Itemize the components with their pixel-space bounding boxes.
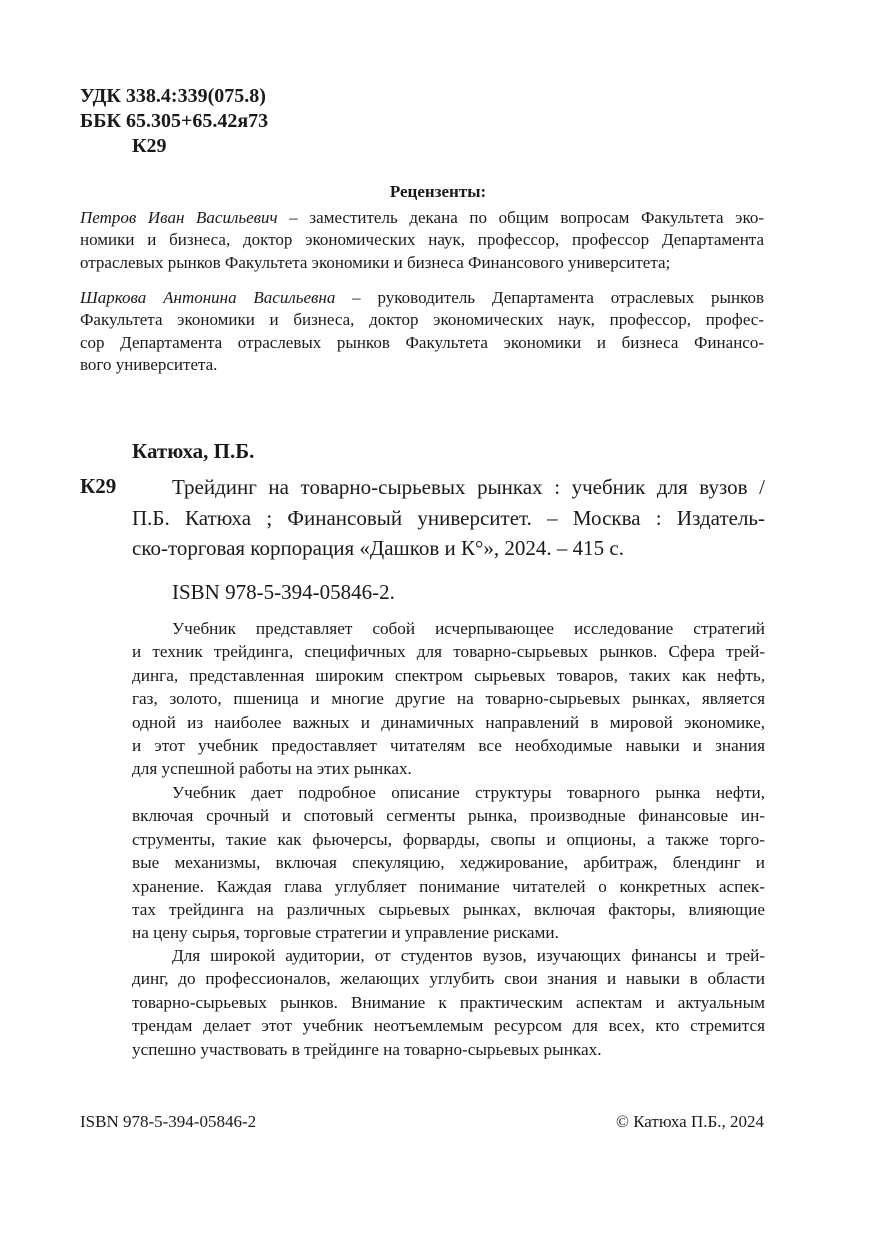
abstract-line: вые механизмы, включая спекуляцию, хеджирование, арбитраж, блендинг и xyxy=(132,853,765,873)
abstract-line: для успешной работы на этих рынках. xyxy=(132,759,412,779)
abstract-line: одной из наиболее важных и динамичных направлений в мировой экономике, xyxy=(132,712,765,732)
abstract-line: включая срочный и спотовый сегменты рынка, производные финансовые ин- xyxy=(132,806,765,826)
author-heading: Катюха, П.Б. xyxy=(132,439,255,463)
abstract-line: Учебник дает подробное описание структуры товарного рынка нефти, xyxy=(172,783,765,802)
bbk-code: ББК 65.305+65.42я73 xyxy=(80,110,269,132)
footer-isbn: ISBN 978-5-394-05846-2 xyxy=(80,1112,257,1131)
bibliographic-record xyxy=(132,472,765,564)
abstract-line: трендам делает этот учебник неотъемлемым ресурсом для всех, кто стремится xyxy=(132,1016,765,1036)
reviewer-text-line: сор Департамента отраслевых рынков Факультета экономики и бизнеса Финансо- xyxy=(80,332,764,352)
record-line: Трейдинг на товарно-сырьевых рынках : учебник для вузов / xyxy=(172,475,765,499)
reviewer-text-line: номики и бизнеса, доктор экономических наук, профессор, профессор Департамента xyxy=(80,230,764,250)
footer-copyright: © Катюха П.Б., 2024 xyxy=(616,1112,764,1131)
abstract-line: хранение. Каждая глава углубляет понимание читателей о конкретных аспек- xyxy=(132,876,765,896)
record-line: П.Б. Катюха ; Финансовый университет. – Москва : Издатель- xyxy=(132,505,765,530)
abstract-line: Учебник представляет собой исчерпывающее исследование стратегий xyxy=(172,619,765,638)
reviewer-text-line: отраслевых рынков Факультета экономики и бизнеса Финансового университета; xyxy=(80,252,671,272)
record-isbn: ISBN 978-5-394-05846-2. xyxy=(172,580,395,604)
reviewers-heading: Рецензенты: xyxy=(389,182,487,201)
abstract-line: успешно участвовать в трейдинге на товарно-сырьевых рынках. xyxy=(132,1039,602,1059)
reviewer-entry xyxy=(80,207,764,274)
reviewer-text-line: Факультета экономики и бизнеса, доктор экономических наук, профессор, профес- xyxy=(80,310,764,330)
abstract-line: и техник трейдинга, специфичных для товарно-сырьевых рынков. Сфера трей- xyxy=(132,642,765,662)
abstract-line: на цену сырья, торговые стратегии и управление рисками. xyxy=(132,923,559,943)
reviewer-text-line: – заместитель декана по общим вопросам Факультета эко- xyxy=(277,208,764,227)
reviewer-entry xyxy=(80,287,764,376)
abstract-line: струменты, такие как фьючерсы, форварды, свопы и опционы, а также торго- xyxy=(132,829,765,849)
abstract-paragraph xyxy=(132,617,765,781)
author-mark-label: К29 xyxy=(80,474,117,498)
record-line: ско-торговая корпорация «Дашков и К°», 2024. – 415 с. xyxy=(132,536,624,560)
abstract-line: и этот учебник предоставляет читателям все необходимые навыки и знания xyxy=(132,736,765,756)
abstract-line: Для широкой аудитории, от студентов вузов, изучающих финансы и трей- xyxy=(172,946,765,965)
classification-codes xyxy=(80,84,268,159)
reviewer-text-line: вого университета. xyxy=(80,354,218,374)
abstract-line: динга, представленная широким спектром сырьевых товаров, таких как нефть, xyxy=(132,665,765,685)
abstract-line: товарно-сырьевых рынков. Внимание к практическим аспектам и актуальным xyxy=(132,992,765,1012)
reviewer-name: Петров Иван Васильевич xyxy=(80,208,278,227)
abstract-line: тах трейдинга на различных сырьевых рынках, включая факторы, влияющие xyxy=(132,900,765,920)
reviewer-name: Шаркова Антонина Васильевна xyxy=(80,288,336,307)
abstract-line: динг, до профессионалов, желающих углубить свои знания и навыки в области xyxy=(132,969,765,989)
author-mark-code: К29 xyxy=(132,135,167,157)
abstract-paragraph xyxy=(132,944,765,1061)
abstract-paragraph xyxy=(132,781,765,945)
udk-code: УДК 338.4:339(075.8) xyxy=(80,85,266,107)
abstract-line: газ, золото, пшеница и многие другие на товарно-сырьевых рынках, является xyxy=(132,689,765,709)
reviewer-text-line: – руководитель Департамента отраслевых рынков xyxy=(335,288,764,307)
